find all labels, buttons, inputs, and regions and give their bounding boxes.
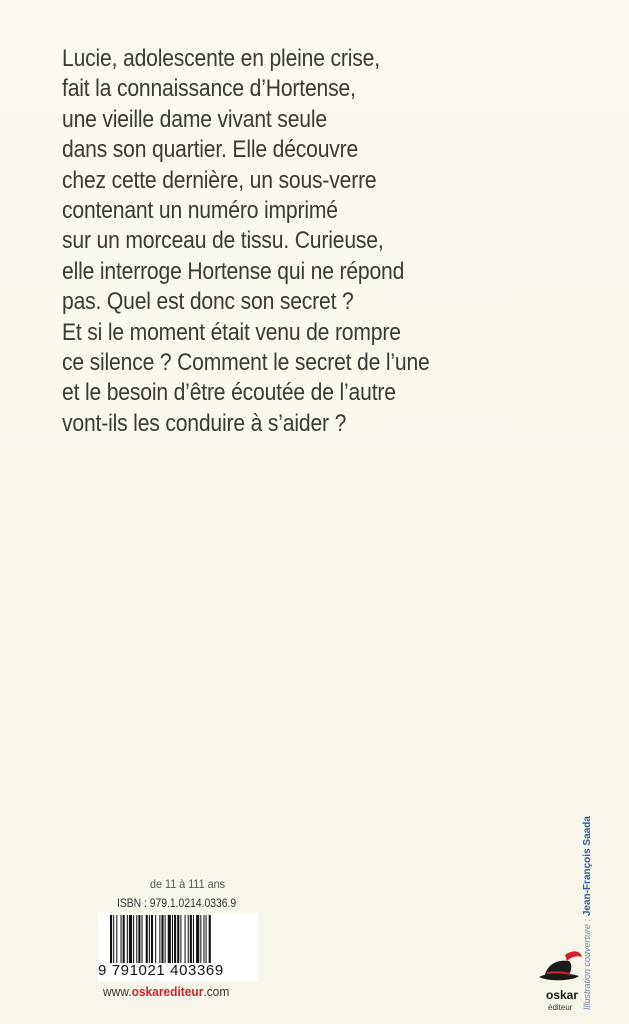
barcode-bar bbox=[110, 915, 112, 963]
barcode-bar bbox=[151, 915, 153, 963]
barcode-bar bbox=[188, 915, 189, 963]
barcode-bar bbox=[123, 915, 125, 963]
barcode-bar bbox=[174, 915, 176, 963]
barcode-bar bbox=[142, 915, 143, 963]
barcode-bar bbox=[155, 915, 156, 963]
barcode-bar bbox=[209, 915, 211, 963]
barcode-bar bbox=[138, 915, 140, 963]
cover-credit-name: Jean-François Saada bbox=[582, 816, 593, 917]
publisher-subtitle: éditeur bbox=[548, 1003, 573, 1012]
barcode-bar bbox=[168, 915, 171, 963]
barcode-bar bbox=[159, 915, 160, 963]
barcode-bar bbox=[203, 915, 204, 963]
barcode-bar bbox=[161, 915, 163, 963]
blurb-line: contenant un numéro imprimé bbox=[62, 197, 338, 225]
website-brand: oskarediteur bbox=[131, 984, 204, 999]
barcode-bar bbox=[121, 915, 122, 963]
blurb-line: Et si le moment était venu de rompre bbox=[62, 318, 401, 346]
cover-credit bbox=[582, 816, 593, 1010]
barcode-bar bbox=[146, 915, 148, 963]
barcode-digits: 9 791021 403369 bbox=[98, 962, 224, 979]
barcode-bar bbox=[185, 915, 186, 963]
blurb-line: une vieille dame vivant seule bbox=[62, 105, 327, 133]
barcode-bar bbox=[196, 915, 199, 963]
barcode bbox=[98, 913, 258, 981]
barcode-bar bbox=[172, 915, 173, 963]
isbn-number: ISBN : 979.1.0214.0336.9 bbox=[117, 898, 237, 910]
barcode-bar bbox=[200, 915, 201, 963]
publisher-name: oskar bbox=[546, 988, 579, 1002]
website-suffix: .com bbox=[203, 984, 230, 999]
barcode-bar bbox=[116, 915, 117, 963]
blurb-line: sur un morceau de tissu. Curieuse, bbox=[62, 227, 384, 255]
blurb-line: chez cette dernière, un sous-verre bbox=[62, 166, 377, 194]
barcode-bar bbox=[149, 915, 150, 963]
barcode-bar bbox=[133, 915, 134, 963]
barcode-bar bbox=[180, 915, 181, 963]
barcode-bar bbox=[127, 915, 128, 963]
blurb-line: Lucie, adolescente en pleine crise, bbox=[62, 45, 380, 72]
barcode-bar bbox=[165, 915, 166, 963]
blurb-line: ce silence ? Comment le secret de l’une bbox=[62, 349, 430, 377]
barcode-bar bbox=[177, 915, 179, 963]
cover-credit-label: Illustration couverture : bbox=[582, 918, 592, 1010]
barcode-bar bbox=[113, 915, 114, 963]
blurb-line: elle interroge Hortense qui ne répond bbox=[62, 257, 405, 285]
barcode-bar bbox=[193, 915, 194, 963]
blurb-line: dans son quartier. Elle découvre bbox=[62, 136, 359, 164]
barcode-bars bbox=[110, 915, 255, 963]
blurb-text bbox=[62, 44, 542, 439]
barcode-bar bbox=[206, 915, 207, 963]
blurb-line: pas. Quel est donc son secret ? bbox=[62, 288, 354, 316]
blurb-line: fait la connaissance d’Hortense, bbox=[62, 75, 356, 103]
barcode-bar bbox=[136, 915, 137, 963]
barcode-bar bbox=[129, 915, 132, 963]
barcode-bar bbox=[190, 915, 192, 963]
website-link[interactable] bbox=[103, 984, 229, 999]
blurb-line: vont-ils les conduire à s’aider ? bbox=[62, 409, 347, 437]
website-prefix: www. bbox=[103, 984, 132, 999]
age-range: de 11 à 111 ans bbox=[150, 877, 226, 891]
blurb-line: et le besoin d’être écoutée de l’autre bbox=[62, 379, 396, 407]
